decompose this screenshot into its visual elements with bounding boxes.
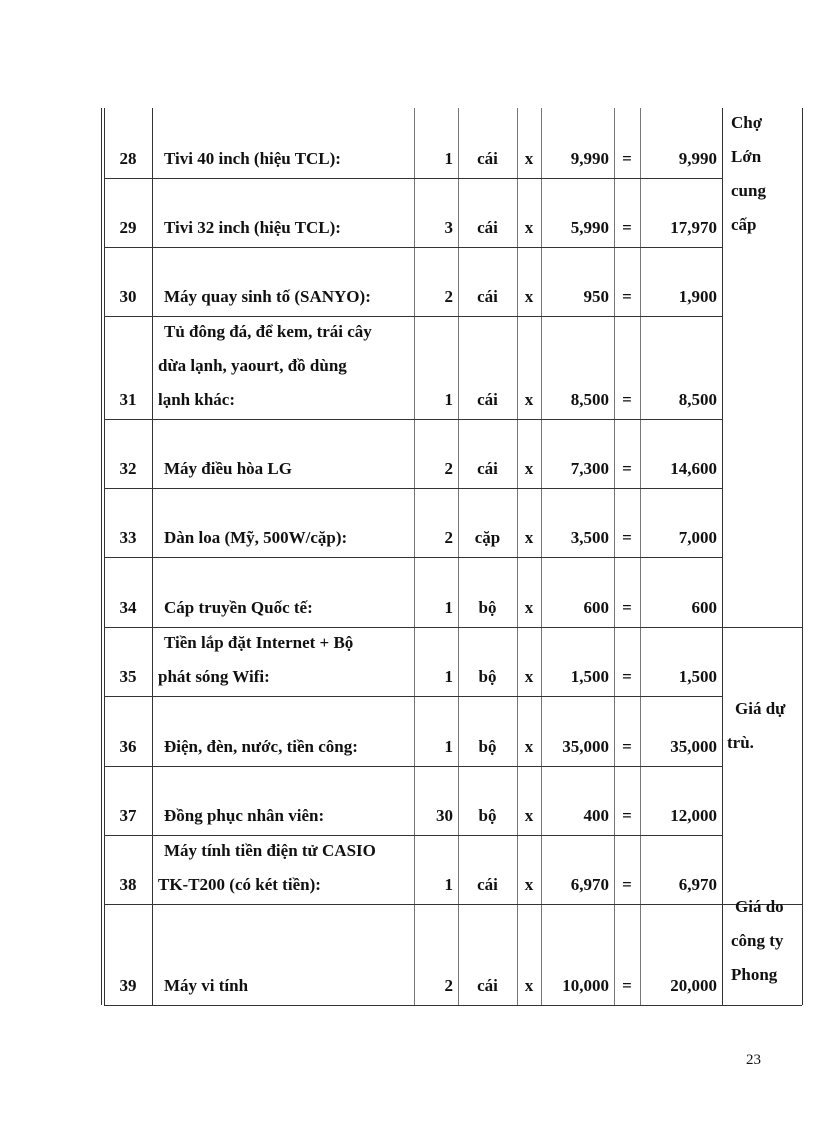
- row-divider: [104, 178, 722, 179]
- row-number: 30: [119, 287, 137, 306]
- item-description: Máy tính tiền điện tử CASIO: [164, 841, 376, 860]
- row-number: 29: [119, 218, 137, 237]
- item-description: Máy điều hòa LG: [164, 459, 292, 478]
- quantity: 1: [444, 598, 453, 617]
- unit-price: 950: [583, 287, 609, 306]
- supplier-note: trù.: [727, 733, 754, 752]
- times-sign: x: [524, 806, 534, 825]
- unit: bộ: [478, 598, 497, 617]
- page-number: 23: [746, 1052, 761, 1068]
- times-sign: x: [524, 149, 534, 168]
- line-total: 600: [691, 598, 717, 617]
- times-sign: x: [524, 976, 534, 995]
- item-description: Tiền lắp đặt Internet + Bộ: [164, 633, 354, 652]
- item-description: phát sóng Wifi:: [158, 667, 270, 686]
- equals-sign: =: [622, 737, 632, 756]
- unit: cặp: [474, 528, 501, 547]
- supplier-note: cung: [731, 181, 766, 200]
- row-divider: [104, 696, 722, 697]
- unit: bộ: [478, 806, 497, 825]
- line-total: 1,900: [678, 287, 717, 306]
- row-number: 38: [119, 875, 137, 894]
- equals-sign: =: [622, 598, 632, 617]
- row-number: 39: [119, 976, 137, 995]
- supplier-note: Chợ: [731, 113, 763, 132]
- times-sign: x: [524, 598, 534, 617]
- row-divider: [104, 419, 722, 420]
- quantity: 2: [444, 976, 453, 995]
- line-total: 12,000: [670, 806, 717, 825]
- line-total: 1,500: [678, 667, 717, 686]
- supplier-note: Phong: [731, 965, 778, 984]
- times-sign: x: [524, 667, 534, 686]
- quantity: 1: [444, 149, 453, 168]
- quantity: 2: [444, 459, 453, 478]
- line-total: 17,970: [670, 218, 717, 237]
- quantity: 1: [444, 737, 453, 756]
- line-total: 35,000: [670, 737, 717, 756]
- item-description: Tivi 40 inch (hiệu TCL):: [164, 149, 341, 168]
- item-description: Tivi 32 inch (hiệu TCL):: [164, 218, 341, 237]
- equals-sign: =: [622, 806, 632, 825]
- item-description: Đồng phục nhân viên:: [164, 806, 325, 825]
- unit: cái: [477, 390, 498, 409]
- unit-price: 7,300: [570, 459, 609, 478]
- item-description: lạnh khác:: [158, 390, 235, 409]
- item-description: Máy vi tính: [164, 976, 249, 995]
- row-number: 37: [119, 806, 137, 825]
- times-sign: x: [524, 287, 534, 306]
- equals-sign: =: [622, 149, 632, 168]
- unit-price: 400: [583, 806, 609, 825]
- quantity: 30: [436, 806, 453, 825]
- quantity: 1: [444, 390, 453, 409]
- times-sign: x: [524, 737, 534, 756]
- row-number: 28: [119, 149, 137, 168]
- line-total: 14,600: [670, 459, 717, 478]
- unit: bộ: [478, 667, 497, 686]
- item-description: Cáp truyền Quốc tế:: [164, 598, 313, 617]
- unit-price: 9,990: [570, 149, 609, 168]
- equals-sign: =: [622, 218, 632, 237]
- column-divider: [101, 108, 102, 1005]
- row-divider: [104, 488, 722, 489]
- item-description: Điện, đèn, nước, tiền công:: [164, 737, 358, 756]
- quantity: 3: [444, 218, 453, 237]
- unit: cái: [477, 976, 498, 995]
- equals-sign: =: [622, 667, 632, 686]
- item-description: dừa lạnh, yaourt, đồ dùng: [158, 356, 347, 375]
- row-divider: [104, 557, 722, 558]
- supplier-note: công ty: [731, 931, 784, 950]
- equals-sign: =: [622, 976, 632, 995]
- line-total: 9,990: [678, 149, 717, 168]
- column-divider: [722, 108, 723, 1005]
- item-description: Máy quay sinh tố (SANYO):: [164, 287, 371, 306]
- row-divider: [104, 1005, 802, 1006]
- unit-price: 35,000: [562, 737, 609, 756]
- unit: cái: [477, 287, 498, 306]
- equals-sign: =: [622, 875, 632, 894]
- equals-sign: =: [622, 459, 632, 478]
- quantity: 1: [444, 875, 453, 894]
- row-divider: [104, 904, 722, 905]
- supplier-note: cấp: [731, 215, 757, 234]
- row-number: 36: [119, 737, 137, 756]
- line-total: 8,500: [678, 390, 717, 409]
- unit-price: 5,990: [570, 218, 609, 237]
- row-number: 33: [119, 528, 137, 547]
- quantity: 1: [444, 667, 453, 686]
- quantity: 2: [444, 528, 453, 547]
- unit-price: 6,970: [570, 875, 609, 894]
- unit-price: 600: [583, 598, 609, 617]
- times-sign: x: [524, 459, 534, 478]
- unit-price: 8,500: [570, 390, 609, 409]
- note-group-divider: [722, 627, 802, 628]
- row-number: 35: [119, 667, 137, 686]
- item-description: Dàn loa (Mỹ, 500W/cặp):: [164, 528, 348, 547]
- supplier-note: Giá dự: [735, 699, 786, 718]
- row-number: 34: [119, 598, 137, 617]
- times-sign: x: [524, 218, 534, 237]
- item-description: Tủ đông đá, để kem, trái cây: [164, 322, 372, 341]
- unit-price: 3,500: [570, 528, 609, 547]
- line-total: 20,000: [670, 976, 717, 995]
- unit: cái: [477, 149, 498, 168]
- row-number: 32: [119, 459, 137, 478]
- quantity: 2: [444, 287, 453, 306]
- unit: bộ: [478, 737, 497, 756]
- line-total: 7,000: [678, 528, 717, 547]
- times-sign: x: [524, 528, 534, 547]
- unit: cái: [477, 875, 498, 894]
- equals-sign: =: [622, 528, 632, 547]
- unit: cái: [477, 459, 498, 478]
- column-divider: [802, 108, 803, 1005]
- equals-sign: =: [622, 390, 632, 409]
- unit: cái: [477, 218, 498, 237]
- supplier-note: Giá do: [735, 897, 784, 916]
- times-sign: x: [524, 390, 534, 409]
- times-sign: x: [524, 875, 534, 894]
- supplier-note: Lớn: [731, 147, 762, 166]
- row-divider: [104, 247, 722, 248]
- line-total: 6,970: [678, 875, 717, 894]
- row-divider: [104, 766, 722, 767]
- row-number: 31: [119, 390, 137, 409]
- unit-price: 1,500: [570, 667, 609, 686]
- item-description: TK-T200 (có két tiền):: [158, 875, 321, 894]
- unit-price: 10,000: [562, 976, 609, 995]
- equals-sign: =: [622, 287, 632, 306]
